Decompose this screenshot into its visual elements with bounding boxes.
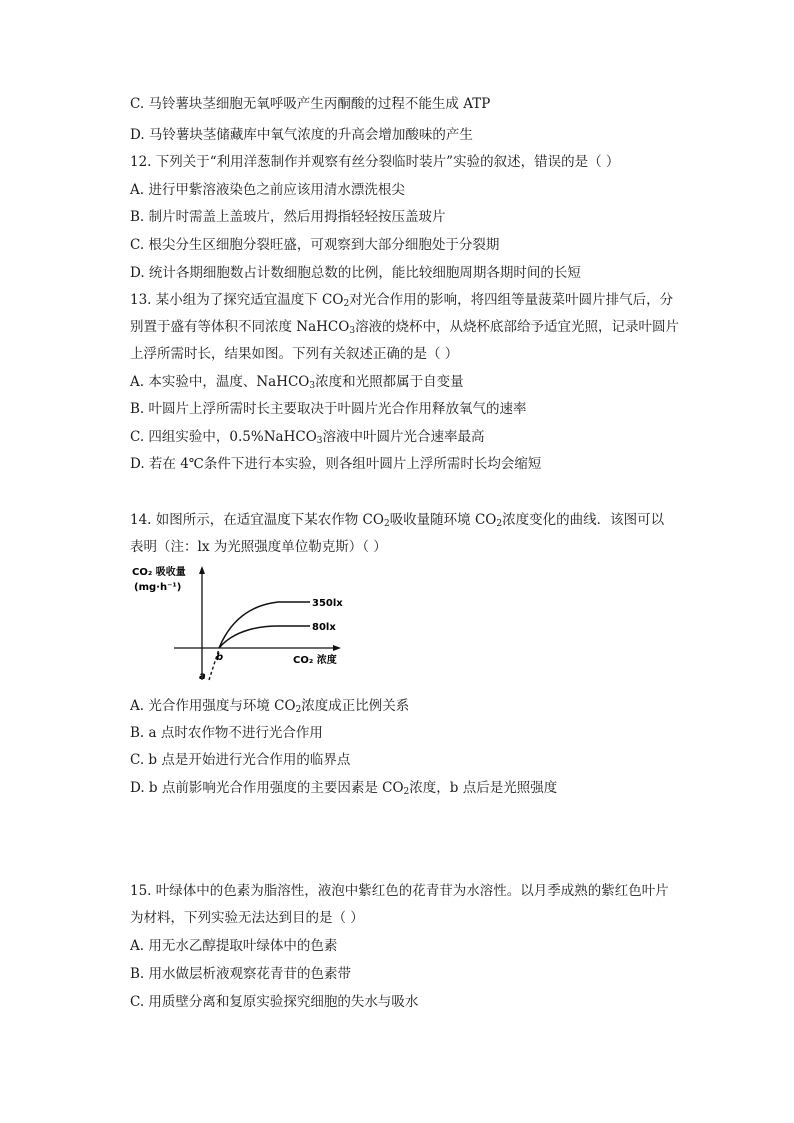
q14-option-b: B. a 点时农作物不进行光合作用	[130, 725, 323, 741]
q14-stem-line2: 表明（注：lx 为光照强度单位勒克斯）（ ）	[130, 539, 387, 555]
q13-option-c: C. 四组实验中，0.5%NaHCO$_3$溶液中叶圆片光合速率最高	[130, 429, 485, 446]
q14-stem-line1: 14. 如图所示，在适宜温度下某农作物 $CO_2$吸收量随环境 $CO_2$浓度变化的曲线．该图可以	[130, 512, 665, 529]
q15-stem-line2: 为材料，下列实验无法达到目的是（ ）	[130, 910, 364, 926]
y-axis-label-2: (mg·h⁻¹)	[134, 582, 182, 593]
label-350lx: 350lx	[312, 598, 343, 609]
q15-option-a: A. 用无水乙醇提取叶绿体中的色素	[130, 938, 338, 954]
q11-option-d: D. 马铃薯块茎储藏库中氧气浓度的升高会增加酸味的产生	[130, 127, 473, 143]
q11-option-c: C. 马铃薯块茎细胞无氧呼吸产生丙酮酸的过程不能生成 ATP	[130, 96, 491, 112]
q14-option-a: A. 光合作用强度与环境 $CO_2$浓度成正比例关系	[130, 698, 410, 715]
q12-option-d: D. 统计各期细胞数占计数细胞总数的比例，能比较细胞周期各期时间的长短	[130, 265, 581, 281]
q13-stem-line2: 别置于盛有等体积不同浓度 NaHCO$_3$溶液的烧杯中，从烧杯底部给予适宜光照，记录叶圆片	[130, 319, 680, 336]
x-axis-label: CO₂ 浓度	[293, 655, 337, 666]
q13-option-d: D. 若在 4℃条件下进行本实验，则各组叶圆片上浮所需时长均会缩短	[130, 456, 542, 472]
curve-350lx	[219, 602, 310, 648]
q12-stem: 12. 下列关于“利用洋葱制作并观察有丝分裂临时装片”实验的叙述，错误的是（ ）	[130, 154, 620, 170]
y-axis-arrow	[199, 566, 205, 574]
label-80lx: 80lx	[312, 622, 336, 633]
q15-stem-line1: 15. 叶绿体中的色素为脂溶性，液泡中紫红色的花青苷为水溶性。以月季成熟的紫红色叶片	[130, 883, 669, 899]
q14-option-c: C. b 点是开始进行光合作用的临界点	[130, 752, 351, 768]
q13-option-a: A. 本实验中，温度、NaHCO$_3$浓度和光照都属于自变量	[130, 374, 464, 391]
q12-option-a: A. 进行甲紫溶液染色之前应该用清水漂洗根尖	[130, 182, 405, 198]
q15-option-b: B. 用水做层析液观察花青苷的色素带	[130, 966, 352, 982]
point-a-label: a	[199, 671, 206, 682]
q13-stem-line3: 上浮所需时长，结果如图。下列有关叙述正确的是（ ）	[130, 346, 459, 362]
point-b-label: b	[216, 652, 224, 663]
co2-uptake-graph	[130, 562, 360, 692]
q13-stem-line1: 13. 某小组为了探究适宜温度下 $CO_2$对光合作用的影响，将四组等量菠菜叶圆片排气后，分	[130, 292, 674, 309]
q12-option-b: B. 制片时需盖上盖玻片，然后用拇指轻轻按压盖玻片	[130, 209, 446, 225]
x-axis-arrow	[333, 645, 341, 651]
q13-option-b: B. 叶圆片上浮所需时长主要取决于叶圆片光合作用释放氧气的速率	[130, 401, 527, 417]
y-axis-label-1: CO₂ 吸收量	[132, 567, 186, 578]
q14-option-d: D. b 点前影响光合作用强度的主要因素是 $CO_2$浓度，b 点后是光照强度	[130, 780, 558, 797]
q12-option-c: C. 根尖分生区细胞分裂旺盛，可观察到大部分细胞处于分裂期	[130, 237, 500, 253]
q15-option-c: C. 用质壁分离和复原实验探究细胞的失水与吸水	[130, 994, 419, 1010]
curve-80lx	[219, 626, 310, 648]
